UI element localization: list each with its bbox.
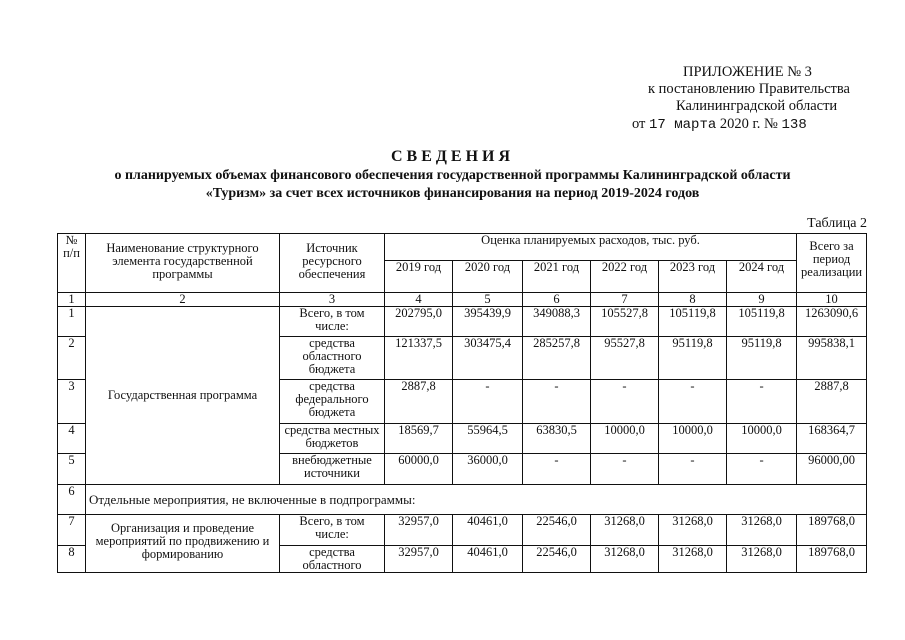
value-cell: 10000,0 — [659, 424, 727, 454]
row-number: 2 — [58, 337, 86, 380]
value-cell: - — [523, 380, 591, 424]
value-cell: 36000,0 — [453, 454, 523, 485]
year-2020: 2020 год — [453, 261, 523, 293]
program-name: Государственная программа — [86, 307, 280, 485]
value-cell: 95527,8 — [591, 337, 659, 380]
header-name: Наименование структурного элемента государственной программы — [86, 234, 280, 293]
source-cell: средства федерального бюджета — [280, 380, 385, 424]
total-cell: 2887,8 — [797, 380, 867, 424]
value-cell: 202795,0 — [385, 307, 453, 337]
row-number: 1 — [58, 307, 86, 337]
resolution-line: к постановлению Правительства — [648, 81, 850, 97]
value-cell: 32957,0 — [385, 546, 453, 573]
row-number: 6 — [58, 485, 86, 515]
total-cell: 189768,0 — [797, 515, 867, 546]
appendix-label: ПРИЛОЖЕНИЕ № 3 — [683, 64, 812, 80]
value-cell: 40461,0 — [453, 515, 523, 546]
value-cell: - — [727, 380, 797, 424]
source-cell: внебюджетные источники — [280, 454, 385, 485]
value-cell: 22546,0 — [523, 515, 591, 546]
header-num: № п/п — [58, 234, 86, 293]
value-cell: 105527,8 — [591, 307, 659, 337]
value-cell: - — [659, 380, 727, 424]
header-total: Всего за период реализации — [797, 234, 867, 293]
table-label: Таблица 2 — [807, 216, 867, 231]
date-value: 17 марта — [649, 117, 717, 133]
index-cell: 3 — [280, 293, 385, 307]
header-source: Источник ресурсного обеспечения — [280, 234, 385, 293]
value-cell: 303475,4 — [453, 337, 523, 380]
year-2023: 2023 год — [659, 261, 727, 293]
date-line — [632, 116, 807, 134]
date-prefix: от — [632, 116, 646, 132]
value-cell: 349088,3 — [523, 307, 591, 337]
total-cell: 1263090,6 — [797, 307, 867, 337]
table-row — [58, 515, 867, 546]
year-label: 2020 г. № — [719, 116, 778, 132]
index-cell: 1 — [58, 293, 86, 307]
title-line-2: «Туризм» за счет всех источников финансирования на период 2019-2024 годов — [205, 186, 700, 201]
index-cell: 5 — [453, 293, 523, 307]
index-row — [58, 293, 867, 307]
value-cell: 32957,0 — [385, 515, 453, 546]
value-cell: 31268,0 — [659, 515, 727, 546]
value-cell: 105119,8 — [659, 307, 727, 337]
value-cell: 10000,0 — [591, 424, 659, 454]
measure-name: Организация и проведение мероприятий по продвижению и формированию — [86, 515, 280, 573]
row-number: 4 — [58, 424, 86, 454]
header-estimate: Оценка планируемых расходов, тыс. руб. — [385, 234, 797, 261]
value-cell: 121337,5 — [385, 337, 453, 380]
value-cell: 31268,0 — [727, 515, 797, 546]
value-cell: - — [591, 380, 659, 424]
row-number: 8 — [58, 546, 86, 573]
total-cell: 189768,0 — [797, 546, 867, 573]
value-cell: - — [727, 454, 797, 485]
value-cell: 285257,8 — [523, 337, 591, 380]
value-cell: - — [523, 454, 591, 485]
region-line: Калининградской области — [676, 98, 838, 114]
value-cell: 31268,0 — [727, 546, 797, 573]
value-cell: - — [659, 454, 727, 485]
value-cell: 31268,0 — [659, 546, 727, 573]
source-cell: средства местных бюджетов — [280, 424, 385, 454]
total-cell: 168364,7 — [797, 424, 867, 454]
index-cell: 2 — [86, 293, 280, 307]
funding-table — [57, 233, 867, 573]
value-cell: - — [453, 380, 523, 424]
year-2019: 2019 год — [385, 261, 453, 293]
value-cell: 31268,0 — [591, 515, 659, 546]
index-cell: 6 — [523, 293, 591, 307]
value-cell: 10000,0 — [727, 424, 797, 454]
section-label: Отдельные мероприятия, не включенные в подпрограммы: — [86, 485, 867, 515]
value-cell: 2887,8 — [385, 380, 453, 424]
value-cell: 105119,8 — [727, 307, 797, 337]
value-cell: 95119,8 — [659, 337, 727, 380]
value-cell: 31268,0 — [591, 546, 659, 573]
index-cell: 7 — [591, 293, 659, 307]
value-cell: 40461,0 — [453, 546, 523, 573]
source-cell: Всего, в том числе: — [280, 515, 385, 546]
value-cell: 63830,5 — [523, 424, 591, 454]
title-line-1: о планируемых объемах финансового обеспечения государственной программы Калининградской области — [114, 168, 791, 183]
row-number: 5 — [58, 454, 86, 485]
value-cell: - — [591, 454, 659, 485]
year-2022: 2022 год — [591, 261, 659, 293]
document-heading: СВЕДЕНИЯ — [390, 148, 515, 165]
year-2021: 2021 год — [523, 261, 591, 293]
source-cell: средства областного — [280, 546, 385, 573]
source-cell: Всего, в том числе: — [280, 307, 385, 337]
table-row — [58, 307, 867, 337]
value-cell: 18569,7 — [385, 424, 453, 454]
value-cell: 95119,8 — [727, 337, 797, 380]
value-cell: 60000,0 — [385, 454, 453, 485]
resolution-number: 138 — [781, 117, 807, 133]
row-number: 3 — [58, 380, 86, 424]
total-cell: 995838,1 — [797, 337, 867, 380]
row-number: 7 — [58, 515, 86, 546]
index-cell: 10 — [797, 293, 867, 307]
source-cell: средства областного бюджета — [280, 337, 385, 380]
index-cell: 4 — [385, 293, 453, 307]
table-row — [58, 485, 867, 515]
total-cell: 96000,00 — [797, 454, 867, 485]
value-cell: 22546,0 — [523, 546, 591, 573]
value-cell: 395439,9 — [453, 307, 523, 337]
index-cell: 9 — [727, 293, 797, 307]
value-cell: 55964,5 — [453, 424, 523, 454]
year-2024: 2024 год — [727, 261, 797, 293]
index-cell: 8 — [659, 293, 727, 307]
